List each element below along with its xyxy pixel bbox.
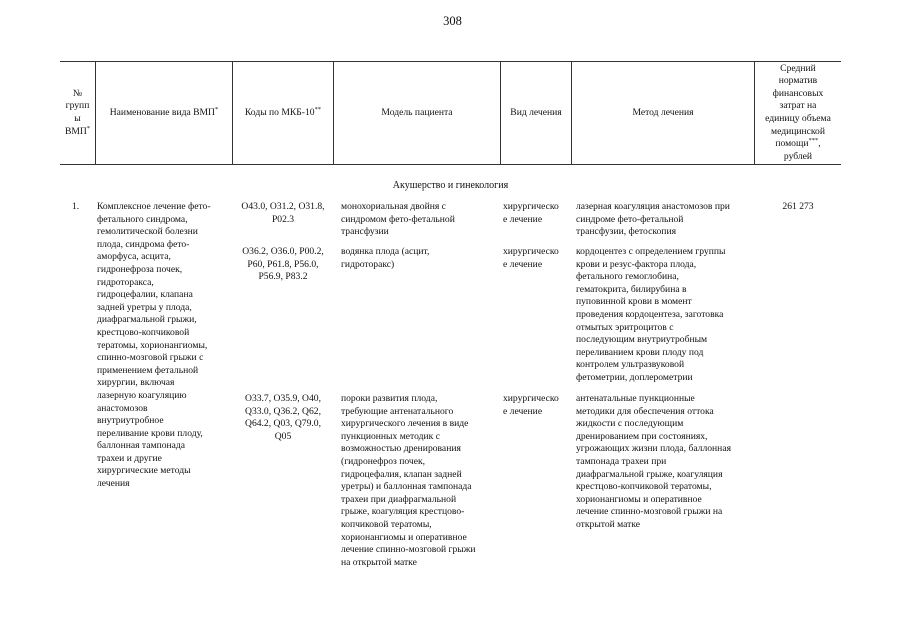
group-number: 1. <box>72 201 80 212</box>
patient-model: пороки развития плода, требующие антенатального хирургического лечения в виде пункционных методик с возможностью дренирования (гидронефроз почек, гидроцефалия, клапан задней уретры) и баллонная тампонада трахеи при диафрагмальной грыже, коагуляция крестцово- копчиковой тератомы, хорионангиомы и оперативное лечение спинно-мозговой грыжи на открытой матке <box>341 393 476 568</box>
header-average-cost: Средний норматив финансовых затрат на единицу объема медицинской помощи***, рублей <box>765 62 831 162</box>
icd-codes: O33.7, O35.9, O40, Q33.0, Q36.2, Q62, Q64.2, Q03, Q79.0, Q05 <box>245 393 321 442</box>
treatment-method: кордоцентез с определением группы крови и резус-фактора плода, фетального гемоглобина, гематокрита, билирубина в пуповинной крови в момент проведения кордоцентеза, заготовка отмытых эритроцитов с последующим внутриутробным переливанием крови плоду под контролем ультразвуковой фетометрии, доплерометрии <box>576 246 726 383</box>
header-group-number: № групп ы ВМП* <box>64 87 91 137</box>
treatment-type: хирургическо е лечение <box>503 246 559 270</box>
icd-codes: O36.2, O36.0, P00.2, P60, P61.8, P56.0, P56.9, P83.2 <box>242 246 324 283</box>
patient-model: монохориальная двойня с синдромом фето-фетальной трансфузии <box>341 201 455 238</box>
section-title: Акушерство и гинекология <box>392 180 509 191</box>
header-treatment-type: Вид лечения <box>510 106 562 118</box>
header-patient-model: Модель пациента <box>381 106 453 118</box>
treatment-type: хирургическо е лечение <box>503 201 559 225</box>
header-icd-codes: Коды по МКБ-10** <box>244 105 322 118</box>
treatment-type: хирургическо е лечение <box>503 393 559 417</box>
header-vmp-name: Наименование вида ВМП* <box>109 105 219 118</box>
table-header-bottom-border <box>60 164 841 165</box>
treatment-method: антенатальные пункционные методики для обеспечения оттока жидкости с последующим дренированием при состояниях, угрожающих жизни плода, баллонная тампонада трахеи при диафрагмальной грыже, коагуляция крестцово-копчиковой тератомы, хорионангиомы и оперативное лечение спинно-мозговой грыжи на открытой матке <box>576 393 731 530</box>
header-treatment-method: Метод лечения <box>632 106 694 118</box>
page-number: 308 <box>443 14 462 28</box>
icd-codes: O43.0, O31.2, O31.8, P02.3 <box>241 201 325 225</box>
vmp-name: Комплексное лечение фето- фетального синдрома, гемолитической болезни плода, синдрома фето- аморфуса, асцита, гидронефроза почек, гидроторакса, гидроцефалии, клапана задней уретры у плода, диафрагмальной грыжи, крестцово-копчиковой тератомы, хорионангиомы, спинно-мозговой грыжи с применением фетальной хирургии, включая лазерную коагуляцию анастомозов внутриутробное переливание крови плоду, баллонная тампонада трахеи и другие хирургические методы лечения <box>97 201 211 490</box>
average-cost-value: 261 273 <box>782 201 814 212</box>
treatment-method: лазерная коагуляция анастомозов при синдроме фето-фетальной трансфузии, фетоскопия <box>576 201 730 238</box>
patient-model: водянка плода (асцит, гидроторакс) <box>341 246 430 270</box>
